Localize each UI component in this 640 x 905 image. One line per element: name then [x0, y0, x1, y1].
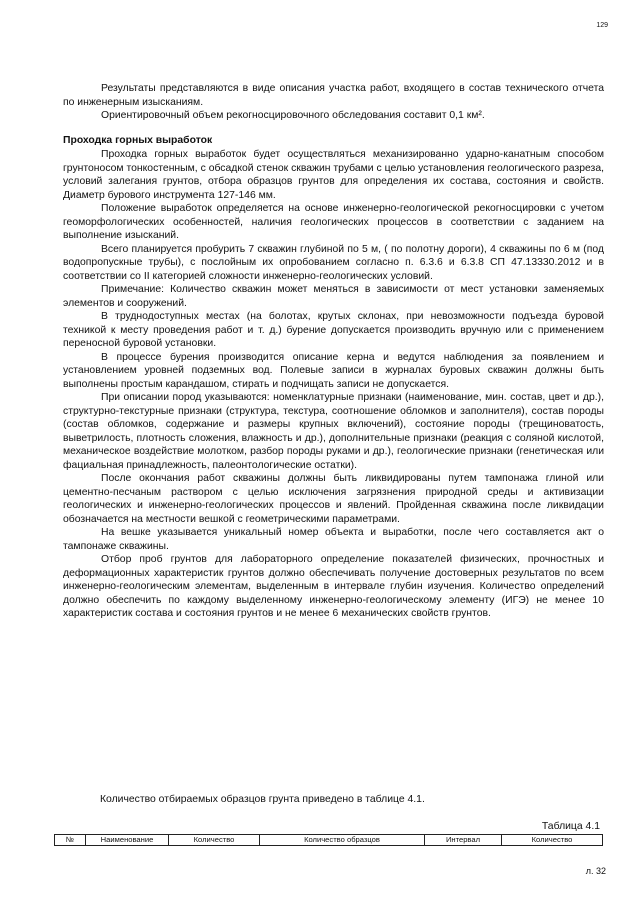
page-label-bottom: л. 32 — [585, 866, 606, 876]
intro-paragraph: Результаты представляются в виде описания участка работ, входящего в состав технического отчета по инженерным изысканиям. — [63, 83, 604, 108]
section-paragraph: В процессе бурения производится описание керна и ведутся наблюдения за появлением и установлением уровней подземных вод. Полевые записи в журналах буровых скважин должны быть выполнены простым карандашом, стирать и подчищать записи не допускается. — [63, 351, 604, 390]
section-paragraph: Примечание: Количество скважин может меняться в зависимости от мест установки заменяемых элементов и сооружений. — [63, 284, 604, 309]
samples-table — [54, 834, 603, 846]
table-header-cell: № — [55, 835, 86, 846]
table-header-cell: Количество образцов — [260, 835, 425, 846]
table-header-cell: Количество — [502, 835, 603, 846]
table-header-row — [55, 835, 603, 846]
table-header-cell: Количество — [169, 835, 260, 846]
section-paragraph: Проходка горных выработок будет осуществляться механизированно ударно-канатным способом грунтоносом тонкостенным, с обсадкой стенок скважин трубами с целью установления геологического разреза, условий залегания грунтов, отбора образцов грунтов для определения их состава, состояния и свойств. Диаметр бурового инструмента 127-146 мм. — [63, 149, 604, 201]
table-header-cell: Интервал — [425, 835, 502, 846]
table-reference-text: Количество отбираемых образцов грунта приведено в таблице 4.1. — [100, 794, 425, 805]
intro-paragraph: Ориентировочный объем рекогносцировочного обследования составит 0,1 км². — [101, 110, 485, 121]
section-paragraph: При описании пород указываются: номенклатурные признаки (наименование, мин. состав, цвет и др.), структурно-текстурные признаки (структура, текстура, соотношение обломков и заполнителя), состав породы (состав обломков, содержание и размеры крупных включений), состояние породы (трещиноватость, выветрилость, плотность сложения, влажность и др.), дополнительные признаки (реакция с соляной кислотой, механическое воздействие молотком, разбор породы руками и др.), геологические признаки (генетическая или фациальная принадлежность, палеонтологические остатки). — [63, 392, 604, 471]
section-paragraph: На вешке указывается уникальный номер объекта и выработки, после чего составляется акт о тампонаже скважины. — [63, 527, 604, 552]
table-header-cell: Наименование — [86, 835, 169, 846]
table-caption: Таблица 4.1 — [541, 821, 600, 832]
section-paragraph: Положение выработок определяется на основе инженерно-геологической рекогносцировки с учетом геоморфологических особенностей, наличия геологических процессов в соответствии с заданием на выполнение изысканий. — [63, 203, 604, 241]
document-body — [63, 82, 604, 621]
section-paragraph: Всего планируется пробурить 7 скважин глубиной по 5 м, ( по полотну дороги), 4 скважины по 6 м (под водопропускные трубы), с послойным их опробованием согласно п. 6.3.6 и 6.3.8 СП 47.13330.2012 и в соответствии со II категорией сложности инженерно-геологических условий. — [63, 243, 604, 282]
page-number-top: 129 — [596, 22, 608, 29]
section-paragraph: В труднодоступных местах (на болотах, крутых склонах, при невозможности подъезда буровой техникой к месту проведения работ и т. д.) бурение допускается производить вручную или с применением переносной буровой установки. — [63, 311, 604, 349]
section-heading: Проходка горных выработок — [63, 134, 213, 146]
section-paragraph: Отбор проб грунтов для лабораторного определение показателей физических, прочностных и деформационных характеристик грунтов должно обеспечивать получение достоверных результатов по всем инженерно-геологическим элементам, выделенным в интервале глубин изучения. Количество определений должно обеспечить по каждому выделенному инженерно-геологическому элементу (ИГЭ) не менее 10 характеристик состава и состояния грунтов и не менее 6 механических свойств грунтов. — [63, 554, 604, 619]
section-paragraph: После окончания работ скважины должны быть ликвидированы путем тампонажа глиной или цементно-песчаным раствором с целью исключения загрязнения природной среды и активизации геологических и инженерно-геологических процессов и явлений. Пройденная скважина после ликвидации обозначается на местности вешкой с геометрическими параметрами. — [63, 473, 604, 525]
